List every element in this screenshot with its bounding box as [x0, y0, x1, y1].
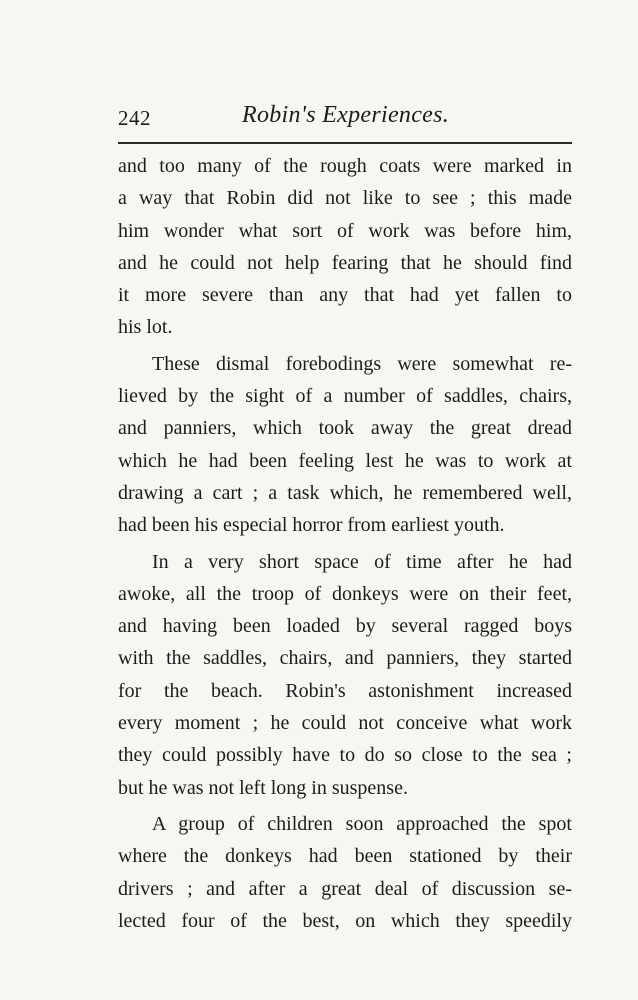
text-line: and having been loaded by several ragged boys — [118, 615, 572, 638]
text-line: A group of children soon approached the spot — [152, 812, 572, 835]
page-number: 242 — [118, 106, 151, 130]
text-line: for the beach. Robin's astonishment increased — [118, 679, 572, 702]
text-line: every moment ; he could not conceive what work — [118, 712, 572, 735]
text-line: drivers ; and after a great deal of discussion se- — [118, 877, 572, 900]
running-title: Robin's Experiences. — [242, 102, 450, 128]
text-line: lected four of the best, on which they speedily — [118, 909, 572, 932]
text-line: a way that Robin did not like to see ; this made — [118, 187, 572, 210]
text-line: In a very short space of time after he had — [152, 550, 572, 573]
text-line: where the donkeys had been stationed by their — [118, 845, 572, 868]
text-line: had been his especial horror from earliest youth. — [118, 514, 505, 537]
text-line: it more severe than any that had yet fallen to — [118, 284, 572, 307]
text-line: and panniers, which took away the great dread — [118, 417, 572, 440]
text-line: but he was not left long in suspense. — [118, 776, 408, 799]
text-line: they could possibly have to do so close to the sea ; — [118, 744, 572, 767]
text-line: with the saddles, chairs, and panniers, they started — [118, 647, 572, 670]
text-line: him wonder what sort of work was before him, — [118, 219, 572, 242]
page-header — [118, 98, 572, 138]
text-line: his lot. — [118, 316, 173, 339]
body-text — [118, 150, 572, 937]
text-line: and too many of the rough coats were marked in — [118, 155, 572, 177]
text-line: drawing a cart ; a task which, he remembered well, — [118, 481, 572, 504]
text-line: lieved by the sight of a number of saddles, chairs, — [118, 385, 572, 408]
text-line: awoke, all the troop of donkeys were on their feet, — [118, 582, 572, 605]
text-line: These dismal forebodings were somewhat re- — [152, 352, 572, 375]
text-line: and he could not help fearing that he should find — [118, 251, 572, 274]
header-rule — [118, 142, 572, 144]
text-line: which he had been feeling lest he was to work at — [118, 449, 572, 472]
